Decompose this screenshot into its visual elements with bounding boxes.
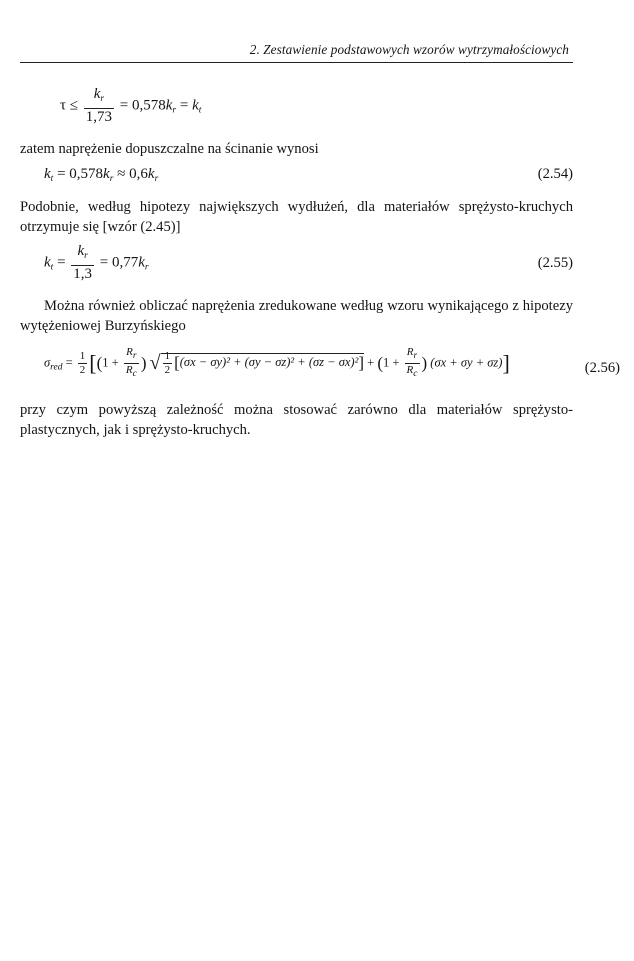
eq256-half	[78, 350, 88, 377]
eq254-end-sub: r	[154, 174, 159, 184]
eq254-mid-sub: r	[109, 174, 114, 184]
eq1-eq-sign: =	[176, 97, 193, 114]
eq256-root-half-num: 1	[164, 350, 171, 362]
eq256-ratio-den-sub: c	[132, 369, 137, 379]
eq254-middle: = 0,578	[53, 166, 104, 182]
eq1-mid: = 0,578	[119, 97, 166, 114]
eq255-rhs-sub: r	[144, 262, 149, 273]
eq1-rhs-var: k	[192, 97, 199, 114]
eq254-var: k	[44, 166, 51, 182]
eq255-eq: =	[53, 254, 70, 271]
eq1-rhs-sub: t	[198, 105, 202, 116]
eq1-num-var: k	[93, 86, 101, 102]
equation-tau	[60, 86, 201, 126]
eq256-lhs: σ	[44, 355, 51, 370]
eq255-var: k	[44, 254, 51, 271]
eq254-end-var: k	[147, 166, 155, 182]
eq256-ratio-num-sub: r	[132, 351, 137, 361]
eq254-mid-var: k	[103, 166, 110, 182]
eq1-fraction	[84, 86, 114, 126]
eq256-ratio-b	[405, 346, 420, 381]
eq256-half-num: 1	[79, 350, 86, 362]
equation-2-54	[44, 166, 158, 184]
equation-2-55	[44, 243, 149, 283]
eq1-num-sub: r	[100, 94, 105, 104]
eq1-lhs: τ ≤	[60, 97, 79, 114]
eq256-ratio-den: R	[125, 364, 133, 376]
eq255-rhs-var: k	[138, 254, 145, 271]
eq1-mid-var: k	[165, 97, 173, 114]
paragraph-elongation: Podobnie, według hipotezy największych wydłużeń, dla materiałów sprężysto-kruchych otrzymuje się [wzór (2.45)]	[20, 199, 573, 235]
eq254-sub: t	[50, 174, 54, 184]
eq255-fraction	[71, 243, 94, 283]
eq255-rhs: = 0,77	[96, 254, 139, 271]
eq256-ratio-den-b: R	[406, 364, 414, 376]
paragraph-shear: zatem naprężenie dopuszczalne na ścinanie wynosi	[20, 141, 319, 157]
eq255-num-sub: r	[84, 251, 88, 261]
eq256-one-b: 1 +	[382, 355, 403, 370]
eq255-sub: t	[50, 262, 54, 273]
running-header	[20, 40, 573, 63]
eq256-ratio-den-sub-b: c	[413, 369, 418, 379]
eq255-den: 1,3	[73, 266, 93, 282]
eq256-lhs-sub: red	[50, 362, 63, 373]
eq256-ratio	[124, 346, 139, 381]
eq256-ratio-num-sub-b: r	[413, 351, 418, 361]
eq1-mid-sub: r	[172, 105, 177, 116]
eq256-half-den: 2	[79, 364, 86, 376]
eq256-term2: (σx + σy + σz)	[430, 355, 503, 370]
eq256-root-half-den: 2	[164, 364, 171, 376]
eq256-ratio-num-b: R	[406, 346, 414, 358]
paragraph-burzynski: Można również obliczać naprężenia zredukowane według wzoru wynikającego z hipotezy wytężeniowej Burzyńskiego	[20, 298, 573, 334]
eq256-one: 1 +	[102, 355, 122, 370]
paragraph-applicability: przy czym powyższą zależność można stosować zarówno dla materiałów sprężysto-plastycznych, jak i sprężysto-kruchych.	[20, 402, 573, 438]
eq256-term1: (σx − σy)² + (σy − σz)² + (σz − σx)²	[179, 355, 359, 370]
equation-number-2-54: (2.54)	[537, 166, 573, 182]
equation-2-56: $\sigma_{red}$ = $\frac{1}{2}$ [(1 + $\frac{Rr}{Rc}$ ) √ $\frac{1}{2}$ [(σx − σy)² + (σy − σz)² + (σz − σx)²] + (1 + $\frac{Rr}{Rc}$ ) (σx + σy + σz)]	[44, 346, 510, 379]
equation-number-2-55: (2.55)	[537, 255, 573, 271]
eq1-den: 1,73	[85, 109, 113, 125]
running-title: 2. Zestawienie podstawowych wzorów wytrzymałościowych	[249, 42, 569, 57]
eq256-root-half	[163, 350, 173, 377]
eq255-num-var: k	[77, 243, 85, 259]
eq256-eq: =	[62, 355, 76, 370]
eq256-ratio-num: R	[126, 346, 133, 358]
equation-number-2-56: (2.56)	[584, 360, 620, 376]
eq254-approx: ≈ 0,6	[113, 166, 148, 182]
